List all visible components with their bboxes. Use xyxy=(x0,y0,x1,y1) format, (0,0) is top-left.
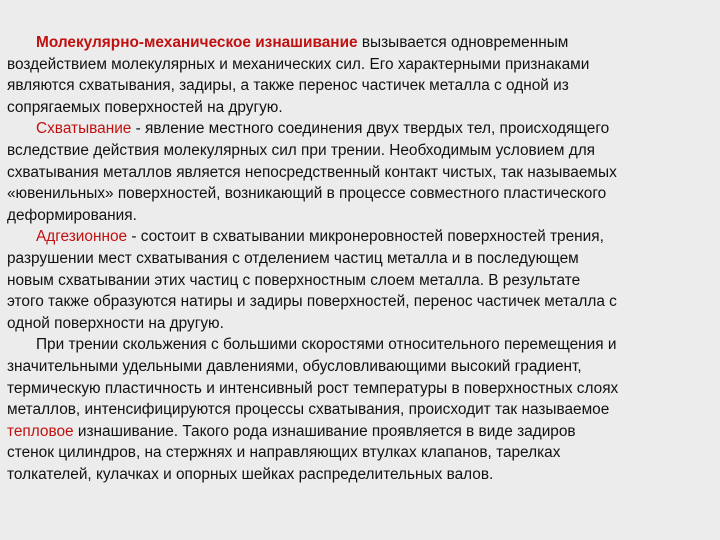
text-line xyxy=(7,334,720,356)
text-run: термическую пластичность и интенсивный рост температуры в поверхностных слоях xyxy=(7,379,619,397)
text-line xyxy=(7,226,720,248)
text-run: этого также образуются натиры и задиры поверхностей, перенос частичек металла с xyxy=(7,293,617,311)
text-run: - явление местного соединения двух твердых тел, происходящего xyxy=(131,120,610,138)
text-line xyxy=(7,356,720,378)
highlighted-term: Адгезионное xyxy=(36,228,128,246)
text-line xyxy=(7,205,720,227)
text-line xyxy=(7,270,720,292)
text-run: вследствие действия молекулярных сил при трении. Необходимым условием для xyxy=(7,141,596,159)
text-run: являются схватывания, задиры, а также перенос частичек металла с одной из xyxy=(7,77,569,95)
text-run: - состоит в схватывании микронеровностей поверхностей трения, xyxy=(127,228,604,246)
paragraph xyxy=(7,32,720,118)
text-line xyxy=(7,291,720,313)
paragraph xyxy=(7,226,720,334)
text-run: металлов, интенсифицируются процессы схватывания, происходит так называемое xyxy=(7,401,610,419)
text-run: схватывания металлов является непосредственный контакт чистых, так называемых xyxy=(7,163,617,181)
text-run: разрушении мест схватывания с отделением частиц металла и в последующем xyxy=(7,249,579,267)
text-line xyxy=(7,464,720,486)
text-run: воздействием молекулярных и механических сил. Его характерными признаками xyxy=(7,55,590,73)
text-line xyxy=(7,248,720,270)
text-line xyxy=(7,32,720,54)
text-line xyxy=(7,378,720,400)
paragraph xyxy=(7,334,720,485)
highlighted-term: Схватывание xyxy=(36,120,132,138)
text-run: При трении скольжения с большими скоростями относительного перемещения и xyxy=(36,336,617,354)
text-line xyxy=(7,75,720,97)
text-run: новым схватывании этих частиц с поверхностным слоем металла. В результате xyxy=(7,271,581,289)
text-run: значительными удельными давлениями, обусловливающими высокий градиент, xyxy=(7,357,582,375)
text-line xyxy=(7,162,720,184)
text-run: толкателей, кулачках и опорных шейках распределительных валов. xyxy=(7,465,494,483)
paragraph xyxy=(7,118,720,226)
highlighted-term: Молекулярно-механическое изнашивание xyxy=(36,34,358,51)
text-line xyxy=(7,313,720,335)
text-line xyxy=(7,183,720,205)
text-line xyxy=(7,421,720,443)
text-line xyxy=(7,118,720,140)
text-line xyxy=(7,442,720,464)
text-run: изнашивание. Такого рода изнашивание проявляется в виде задиров xyxy=(73,422,576,440)
text-run: «ювенильных» поверхностей, возникающий в процессе совместного пластического xyxy=(7,185,607,203)
text-line xyxy=(7,140,720,162)
body-text xyxy=(7,32,720,485)
text-run: сопрягаемых поверхностей на другую. xyxy=(7,98,283,116)
text-line xyxy=(7,54,720,76)
highlighted-term: тепловое xyxy=(7,422,74,440)
text-run: вызывается одновременным xyxy=(357,34,569,51)
text-run: деформирования. xyxy=(7,206,137,224)
text-line xyxy=(7,97,720,119)
text-run: стенок цилиндров, на стержнях и направляющих втулках клапанов, тарелках xyxy=(7,444,561,462)
text-line xyxy=(7,399,720,421)
text-run: одной поверхности на другую. xyxy=(7,314,224,332)
